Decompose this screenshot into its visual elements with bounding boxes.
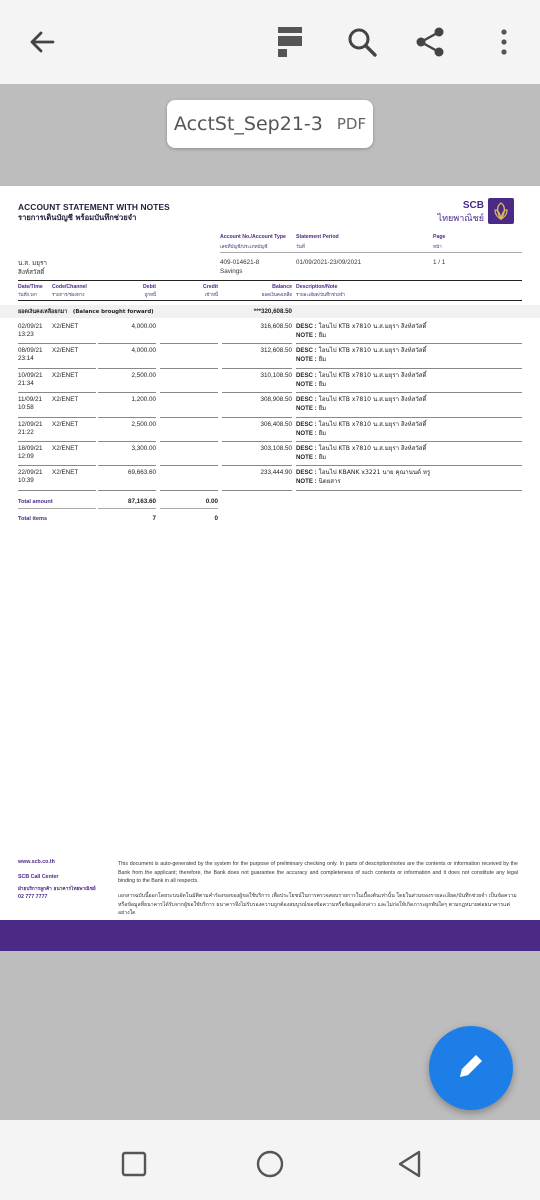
transaction-row	[0, 320, 540, 344]
tx-note-text: ยืม	[318, 405, 327, 413]
tx-desc-text: โอนไป KTB x7810 น.ส.มยุรา สิงห์สวัสดิ์	[318, 420, 427, 428]
page-view-icon[interactable]	[268, 20, 312, 64]
disclaimer-th: เอกสารฉบับนี้ออกโดยระบบอัตโนมัติตามคำร้องขอของผู้ขอใช้บริการ เพื่อประโยชน์ในการตรวจสอบรายการในเบื้องต้นเท่านั้น โดยในส่วนของรายละเอียด/บันทึกช่วยจำ เป็นข้อความหรือข้อมูลที่ธนาคารได้รับจากผู้ขอใช้บริการ ธนาคารจึงไม่รับรองความถูกต้องสมบูรณ์ของข้อความหรือข้อมูลดังกล่าว และไม่ก่อให้เกิดภาระผูกพันใดๆ ตามกฎหมายต่อธนาคารแต่อย่างใด	[118, 893, 517, 916]
col-code-th: รายการ/ช่องทาง	[52, 293, 85, 298]
desc-prefix: DESC :	[296, 420, 317, 428]
tx-date-time	[18, 469, 50, 485]
header-divider	[220, 252, 522, 253]
col-description-th: รายละเอียด/บันทึกช่วยจำ	[296, 293, 346, 298]
note-prefix: NOTE :	[296, 405, 317, 413]
call-center-label-th: ฝ่ายบริการลูกค้า ธนาคารไทยพาณิชย์	[18, 887, 96, 892]
desc-prefix: DESC :	[296, 371, 317, 379]
tx-code: X2/ENET	[52, 445, 79, 452]
customer-name-line2: สิงห์สวัสดิ์	[18, 269, 45, 276]
tx-code: X2/ENET	[52, 347, 79, 355]
tx-date-time	[18, 372, 50, 388]
tx-date: 08/09/21	[18, 347, 43, 355]
account-no-label-th: เลขที่บัญชี/ประเภทบัญชี	[220, 245, 268, 250]
edit-fab-button[interactable]	[429, 1026, 513, 1110]
system-nav-bar	[0, 1120, 540, 1200]
col-debit: Debit	[143, 284, 156, 290]
transaction-row	[0, 393, 540, 417]
app-bar	[0, 0, 540, 84]
document-page	[0, 186, 540, 951]
total-debit: 87,163.60	[127, 498, 156, 505]
transaction-row	[0, 466, 540, 490]
period-label: Statement Period	[296, 234, 339, 240]
tx-description	[296, 468, 430, 486]
scb-logo-icon	[488, 198, 514, 224]
disclaimer-en: This document is auto-generated by the system for the purpose of preliminary checking only. In parts of description/notes are the contents or information received by the Bank from the applicant; therefore, the Bank does not guarantee the accuracy and completeness of such contents or information and it does not constitute any legal binding to the Bank in all respects.	[118, 861, 518, 884]
page-label: Page	[433, 234, 446, 240]
tx-time: 21:34	[18, 379, 34, 387]
back-icon[interactable]	[390, 1144, 430, 1184]
col-date-th: วันที่/เวลา	[18, 293, 38, 298]
total-rule-2	[98, 508, 156, 509]
note-prefix: NOTE :	[296, 429, 317, 437]
total-items-label: Total items	[18, 516, 48, 522]
statement-period: 01/09/2021-23/09/2021	[296, 259, 362, 266]
tx-code: X2/ENET	[52, 396, 79, 404]
total-amount-label: Total amount	[18, 499, 53, 505]
call-center-label: SCB Call Center	[18, 874, 59, 880]
tx-note-text: ยืม	[318, 454, 327, 461]
tx-description	[296, 346, 426, 364]
tx-code: X2/ENET	[52, 323, 79, 330]
customer-name-line1: น.ส. มยุรา	[18, 260, 47, 267]
tx-description	[296, 371, 426, 389]
tx-date-time	[18, 421, 50, 437]
tx-date: 18/09/21	[18, 445, 43, 452]
tx-date-time	[18, 445, 50, 461]
row-rule	[98, 490, 156, 491]
col-credit-th: เข้าหนี้	[204, 293, 218, 298]
tx-note-text: ยืม	[318, 429, 327, 437]
account-number: 409-014621-8	[220, 259, 260, 266]
note-prefix: NOTE :	[296, 332, 317, 339]
bank-name-th: ไทยพาณิชย์	[437, 214, 484, 224]
brought-forward-value: ***320,608.50	[253, 308, 292, 315]
transaction-row	[0, 369, 540, 393]
edit-pencil-icon	[454, 1049, 488, 1087]
brought-forward-label: ยอดเงินคงเหลือยกมา (Balance brought forward)	[18, 309, 154, 315]
file-name: AcctSt_Sep21-3	[173, 113, 323, 135]
total-credit: 0.00	[205, 498, 218, 505]
note-prefix: NOTE :	[296, 380, 317, 388]
tx-time: 12:09	[18, 453, 34, 460]
footer-band	[0, 920, 540, 951]
statement-title-thai: รายการเดินบัญชี พร้อมบันทึกช่วยจำ	[18, 213, 137, 222]
search-icon[interactable]	[340, 20, 384, 64]
tx-debit: 2,500.00	[131, 420, 156, 428]
total-rule-1	[18, 508, 96, 509]
tx-debit: 1,200.00	[131, 396, 156, 404]
page-number: 1 / 1	[433, 259, 446, 266]
tx-desc-text: โอนไป KTB x7810 น.ส.มยุรา สิงห์สวัสดิ์	[318, 445, 427, 452]
tx-desc-text: โอนไป KBANK x3221 นาย คุณานนต์ หรู	[318, 469, 431, 477]
tx-code: X2/ENET	[52, 420, 79, 428]
desc-prefix: DESC :	[296, 347, 317, 355]
call-center-phone: 02 777 7777	[18, 894, 48, 900]
tx-time: 23:14	[18, 355, 34, 363]
tx-balance: 306,408.50	[260, 420, 292, 428]
tx-balance: 316,608.50	[260, 323, 292, 330]
desc-prefix: DESC :	[296, 445, 317, 452]
recent-apps-icon[interactable]	[114, 1144, 154, 1184]
tx-debit: 4,000.00	[131, 323, 156, 330]
page-label-th: หน้า	[433, 245, 442, 250]
tx-note-text: นิตยสาร	[318, 478, 341, 486]
bank-logo-text	[432, 200, 484, 225]
total-rule-3	[160, 508, 218, 509]
tx-debit: 2,500.00	[131, 371, 156, 379]
tx-desc-text: โอนไป KTB x7810 น.ส.มยุรา สิงห์สวัสดิ์	[318, 396, 427, 404]
tx-description	[296, 420, 426, 438]
tx-date: 11/09/21	[18, 396, 43, 404]
tx-debit: 69,663.60	[127, 469, 156, 477]
tx-balance: 312,608.50	[260, 347, 292, 355]
tx-desc-text: โอนไป KTB x7810 น.ส.มยุรา สิงห์สวัสดิ์	[318, 323, 427, 330]
tx-description	[296, 444, 426, 462]
tx-date-time	[18, 396, 50, 412]
file-type: PDF	[336, 115, 367, 133]
tx-balance: 303,108.50	[260, 445, 292, 452]
tx-note-text: ยืม	[318, 380, 327, 388]
total-debit-items: 7	[152, 515, 156, 522]
arrow-left-icon[interactable]	[20, 20, 64, 64]
transaction-row	[0, 344, 540, 368]
tx-time: 10:58	[18, 404, 34, 412]
period-label-th: วันที่	[296, 245, 305, 250]
col-balance: Balance	[272, 284, 292, 290]
row-rule	[296, 490, 522, 491]
tx-note-text: ยืม	[318, 356, 327, 364]
tx-date-time	[18, 323, 50, 339]
table-top-rule	[18, 280, 522, 281]
tx-code: X2/ENET	[52, 469, 79, 477]
tx-balance: 233,444.90	[260, 469, 292, 477]
header-bottom-rule	[18, 300, 522, 301]
tx-debit: 4,000.00	[131, 347, 156, 355]
desc-prefix: DESC :	[296, 323, 317, 330]
account-no-label: Account No./Account Type	[220, 234, 286, 240]
desc-prefix: DESC :	[296, 396, 317, 404]
col-code: Code/Channel	[52, 284, 87, 290]
col-debit-th: ถูกหนี้	[144, 293, 156, 298]
more-vert-icon[interactable]	[482, 20, 526, 64]
bank-website: www.scb.co.th	[18, 859, 55, 865]
tx-date: 10/09/21	[18, 371, 43, 379]
tx-desc-text: โอนไป KTB x7810 น.ส.มยุรา สิงห์สวัสดิ์	[318, 347, 427, 355]
tx-code: X2/ENET	[52, 371, 79, 379]
col-date: Date/Time	[18, 284, 43, 290]
transaction-row	[0, 418, 540, 442]
tx-balance: 308,908.50	[260, 396, 292, 404]
tx-time: 13:23	[18, 331, 34, 338]
tx-date-time	[18, 347, 50, 363]
col-description: Description/Note	[296, 284, 338, 290]
tx-time: 10:39	[18, 477, 34, 485]
tx-date: 22/09/21	[18, 469, 43, 477]
tx-debit: 3,300.00	[131, 445, 156, 452]
account-type: Savings	[220, 268, 243, 275]
col-credit: Credit	[203, 284, 218, 290]
row-rule	[18, 490, 96, 491]
tx-balance: 310,108.50	[260, 371, 292, 379]
tx-desc-text: โอนไป KTB x7810 น.ส.มยุรา สิงห์สวัสดิ์	[318, 371, 427, 379]
tx-time: 21:22	[18, 428, 34, 436]
note-prefix: NOTE :	[296, 454, 317, 461]
share-icon[interactable]	[408, 20, 452, 64]
row-rule	[222, 490, 292, 491]
total-credit-items: 0	[214, 515, 218, 522]
statement-title: ACCOUNT STATEMENT WITH NOTES	[18, 202, 170, 212]
transaction-row	[0, 442, 540, 466]
tx-note-text: ยืม	[318, 332, 327, 339]
tx-date: 02/09/21	[18, 323, 43, 330]
row-rule	[160, 490, 218, 491]
tx-description	[296, 322, 426, 340]
tx-description	[296, 395, 426, 413]
tx-date: 12/09/21	[18, 420, 43, 428]
col-balance-th: ยอดเงินคงเหลือ	[261, 293, 292, 298]
desc-prefix: DESC :	[296, 469, 317, 477]
note-prefix: NOTE :	[296, 478, 317, 486]
file-title-chip	[167, 100, 373, 148]
bank-name-en: SCB	[462, 200, 484, 211]
note-prefix: NOTE :	[296, 356, 317, 364]
home-icon[interactable]	[250, 1144, 290, 1184]
